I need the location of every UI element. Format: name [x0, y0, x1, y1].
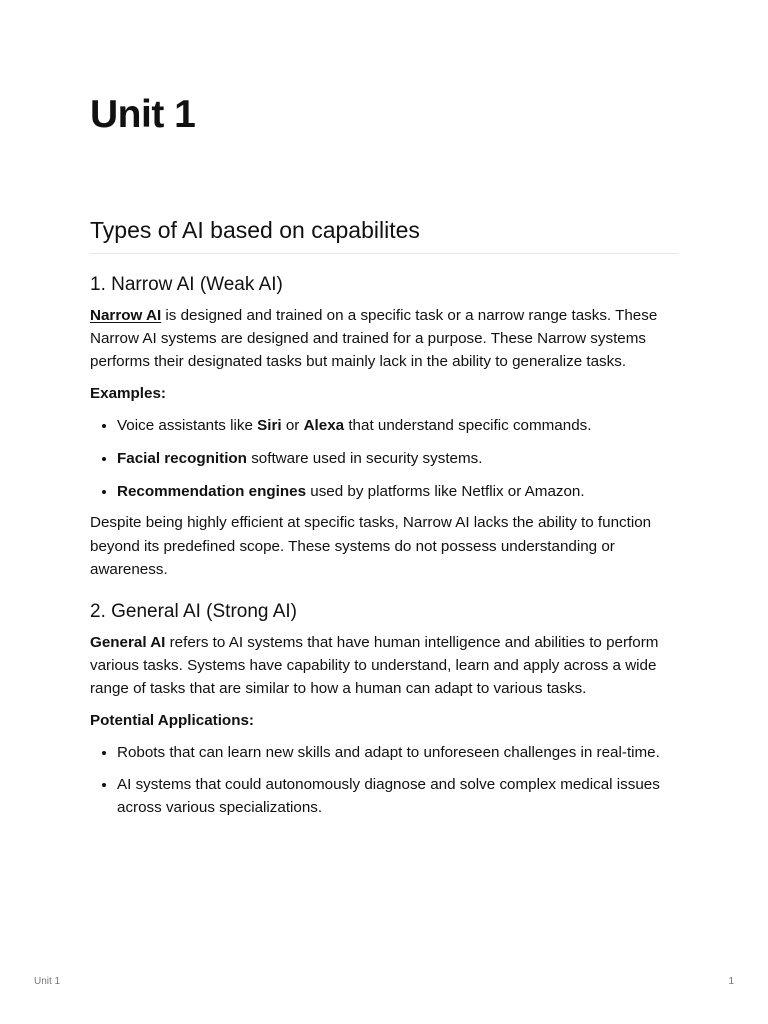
general-ai-intro-text: refers to AI systems that have human intelligence and abilities to perform various tasks. Systems have capability to understand, learn and apply across a wide range of tasks that are similar to how a human can adapt to various tasks.: [90, 634, 659, 698]
applications-label: Potential Applications:: [90, 711, 254, 729]
footer-title: Unit 1: [34, 976, 61, 987]
list-item-text: Voice assistants like: [117, 416, 258, 434]
list-item-bold: Alexa: [303, 416, 345, 434]
narrow-ai-intro: [90, 304, 678, 374]
list-item-bold: Facial recognition: [117, 450, 247, 468]
list-item: • AI systems that could autonomously diagnose and solve complex medical issues across various specializations.: [117, 773, 678, 819]
examples-list: [90, 414, 678, 504]
general-ai-intro: [90, 631, 678, 701]
document-body: [90, 272, 678, 819]
list-item-text: used by platforms like Netflix or Amazon.: [306, 483, 585, 501]
page-number: 1: [728, 976, 734, 987]
list-item: [117, 480, 678, 503]
narrow-ai-closing: Despite being highly efficient at specific tasks, Narrow AI lacks the ability to function beyond its predefined scope. These systems do not possess understanding or awareness.: [90, 514, 652, 578]
narrow-ai-term: Narrow AI: [90, 307, 162, 324]
list-item-bold: Siri: [257, 416, 282, 434]
list-item-text: or: [281, 416, 304, 434]
list-item-text: software used in security systems.: [246, 450, 483, 468]
general-ai-heading: 2. General AI (Strong AI): [90, 601, 297, 623]
narrow-ai-heading: 1. Narrow AI (Weak AI): [90, 274, 283, 295]
applications-list: [90, 741, 678, 820]
list-item-text: that understand specific commands.: [344, 416, 592, 434]
list-item-bold: Recommendation engines: [117, 483, 307, 501]
list-item: [117, 414, 678, 437]
examples-label: Examples:: [90, 384, 166, 402]
list-item: • Robots that can learn new skills and adapt to unforeseen challenges in real-time.: [117, 741, 678, 764]
section-heading: Types of AI based on capabilites: [90, 214, 678, 254]
page-title: Unit 1: [90, 93, 196, 136]
narrow-ai-intro-text: is designed and trained on a specific task or a narrow range tasks. These Narrow AI systems are designed and trained for a purpose. These Narrow systems performs their designated tasks but mainly lack in the ability to generalize tasks.: [90, 307, 658, 371]
list-item: [117, 447, 678, 470]
general-ai-term: General AI: [90, 634, 166, 652]
